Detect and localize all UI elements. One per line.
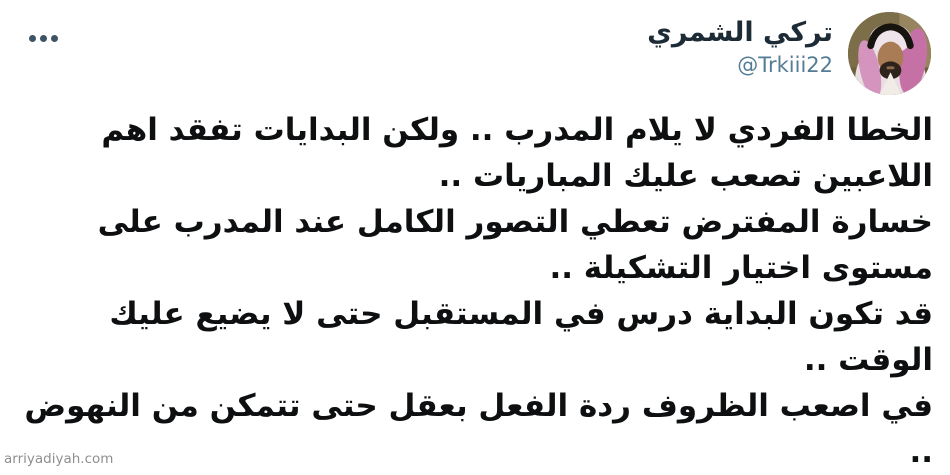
- tweet-text: [10, 107, 933, 475]
- watermark: arriyadiyah.com: [4, 451, 114, 467]
- more-options-icon: [40, 35, 47, 42]
- avatar-photo-icon: [848, 12, 931, 95]
- more-options-button[interactable]: [25, 31, 62, 46]
- more-options-icon: [29, 35, 36, 42]
- author-block: [647, 16, 833, 77]
- tweet-line: اللاعبين تصعب عليك المباريات ..: [438, 158, 933, 194]
- tweet-line: الوقت ..: [803, 342, 933, 378]
- tweet-line: في اصعب الظروف ردة الفعل بعقل حتى تتمكن من النهوض: [24, 388, 933, 424]
- tweet-line: ..: [909, 434, 933, 470]
- more-options-icon: [51, 35, 58, 42]
- tweet-line: الخطا الفردي لا يلام المدرب .. ولكن البدايات تفقد اهم: [101, 112, 933, 148]
- author-name[interactable]: تركي الشمري: [647, 17, 833, 48]
- tweet-line: قد تكون البداية درس في المستقبل حتى لا يضيع عليك: [109, 296, 933, 332]
- avatar[interactable]: [848, 12, 931, 95]
- tweet-line: خسارة المفترض تعطي التصور الكامل عند المدرب على: [97, 204, 933, 240]
- tweet-line: مستوى اختيار التشكيلة ..: [549, 250, 933, 286]
- author-handle[interactable]: @Trkiii22: [737, 52, 833, 77]
